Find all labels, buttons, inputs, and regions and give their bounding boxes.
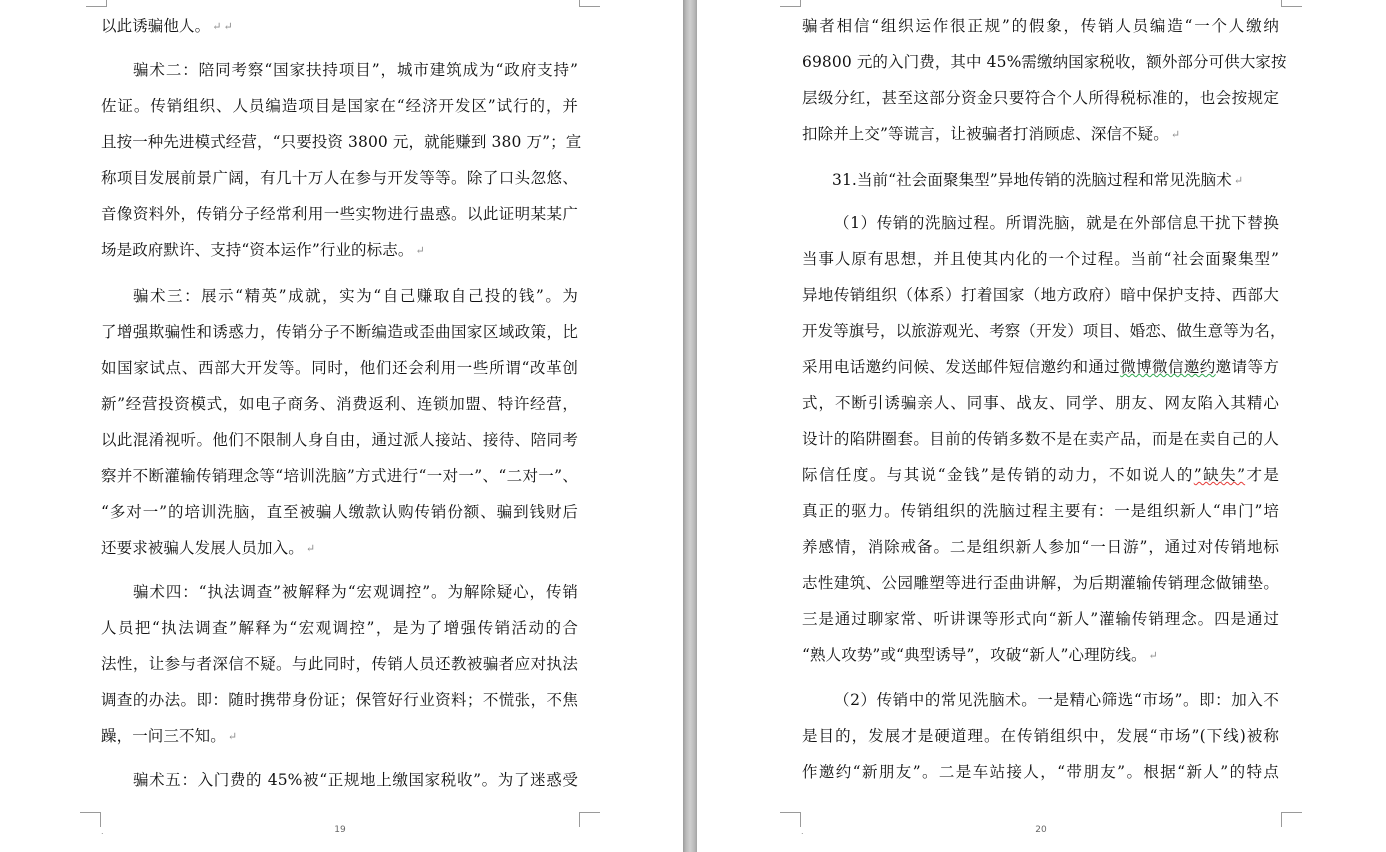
- paragraph: [802, 16, 1287, 160]
- paragraph: [802, 213, 1286, 681]
- text-line: 骗术五：入门费的 45%被“正规地上缴国家税收”。为了迷惑受: [133, 771, 578, 789]
- text-line: 真正的驱力。传销组织的洗脑过程主要有：一是组织新人“串门”培: [802, 502, 1279, 520]
- text-line: 采用电话邀约问候、发送邮件短信邀约和通过微博微信邀约邀请等方: [802, 358, 1279, 376]
- paragraph: [101, 60, 582, 276]
- paragraph-mark-icon: ↵: [1170, 128, 1181, 141]
- text-line: 层级分红，甚至这部分资金只要符合个人所得税标准的，也会按规定: [802, 89, 1279, 107]
- margin-corner-mark: [780, 812, 801, 827]
- text-line: 骗术二：陪同考察“国家扶持项目”，城市建筑成为“政府支持”: [133, 61, 578, 79]
- paragraph-mark-icon: ↵: [227, 730, 238, 743]
- paragraph-mark-icon: ↵: [212, 20, 222, 33]
- text-line: 作邀约“新朋友”。二是车站接人，“带朋友”。根据“新人”的特点: [802, 763, 1279, 781]
- text-line: 新”经营投资模式，如电子商务、消费返利、连锁加盟、特许经营，: [101, 395, 578, 413]
- margin-corner-mark: [780, 0, 801, 7]
- document-page-left: [0, 0, 683, 852]
- footer-paragraph-mark: .: [801, 827, 804, 836]
- paragraph: [802, 170, 1279, 206]
- text-line: “多对一”的培训洗脑，直至被骗人缴款认购传销份额、骗到钱财后: [101, 503, 578, 521]
- paragraph: [101, 582, 578, 762]
- spellcheck-underline: ”缺失”: [1193, 466, 1246, 484]
- paragraph-mark-icon: ↵: [415, 244, 425, 257]
- text-line: 际信任度。与其说“金钱”是传销的动力，不如说人的”缺失”才是: [802, 466, 1280, 484]
- text-line: 异地传销组织（体系）打着国家（地方政府）暗中保护支持、西部大: [802, 286, 1279, 304]
- text-line: 法性，让参与者深信不疑。与此同时，传销人员还教被骗者应对执法: [101, 655, 578, 673]
- text-line: 是目的，发展才是硬道理。在传销组织中，发展“市场”(下线)被称: [802, 727, 1279, 745]
- text-line: “熟人攻势”或“典型诱导”，攻破“新人”心理防线。 ↵: [802, 646, 1158, 664]
- text-line: （2）传销中的常见洗脑术。一是精心筛选“市场”。即：加入不: [834, 691, 1279, 709]
- text-line: 骗术三：展示“精英”成就，实为“自己赚取自己投的钱”。为: [133, 287, 578, 305]
- text-line: 佐证。传销组织、人员编造项目是国家在“经济开发区”试行的，并: [101, 97, 578, 115]
- paragraph-mark-icon: ↵: [1233, 174, 1244, 187]
- text-line: 如国家试点、西部大开发等。同时，他们还会利用一些所谓“改革创: [101, 359, 578, 377]
- text-line: 躁，一问三不知。 ↵: [101, 727, 238, 745]
- text-line: （1）传销的洗脑过程。所谓洗脑，就是在外部信息干扰下替换: [834, 214, 1279, 232]
- margin-corner-mark: [1281, 0, 1302, 7]
- paragraph: [802, 690, 1279, 798]
- text-line: 场是政府默许、支持“资本运作”行业的标志。 ↵: [101, 241, 425, 259]
- margin-corner-mark: [86, 0, 107, 7]
- text-line: 还要求被骗人发展人员加入。 ↵: [101, 539, 316, 557]
- text-line: 调查的办法。即：随时携带身份证；保管好行业资料；不慌张，不焦: [101, 691, 578, 709]
- text-line: 式，不断引诱骗亲人、同事、战友、同学、朋友、网友陷入其精心: [802, 394, 1279, 412]
- page-separator-gutter: [683, 0, 697, 852]
- text-line: 开发等旗号，以旅游观光、考察（开发）项目、婚恋、做生意等为名，: [802, 322, 1286, 340]
- text-line: 骗者相信“组织运作很正规”的假象，传销人员编造“一个人缴纳: [802, 17, 1279, 35]
- margin-corner-mark: [1281, 812, 1302, 827]
- text-line: 骗术四：“执法调查”被解释为“宏观调控”。为解除疑心，传销: [133, 583, 578, 601]
- paragraph-mark-icon: ↵: [1148, 649, 1158, 662]
- paragraph-mark-icon: ↵: [305, 542, 316, 555]
- paragraph: [101, 286, 578, 574]
- text-line: 设计的陷阱圈套。目前的传销多数不是在卖产品，而是在卖自己的人: [802, 430, 1279, 448]
- page-number: 19: [334, 825, 346, 835]
- text-line: 音像资料外，传销分子经常利用一些实物进行蛊惑。以此证明某某广: [101, 205, 578, 223]
- text-line: 养感情，消除戒备。二是组织新人参加“一日游”，通过对传销地标: [802, 538, 1279, 556]
- paragraph-mark-icon: ↵: [223, 20, 233, 33]
- footer-paragraph-mark: .: [101, 827, 104, 836]
- text-line: 察并不断灌输传销理念等“培训洗脑”方式进行“一对一”、“二对一”、: [101, 467, 578, 485]
- document-page-right: [697, 0, 1386, 852]
- text-line: 以此混淆视听。他们不限制人身自由，通过派人接站、接待、陪同考: [101, 431, 578, 449]
- margin-corner-mark: [579, 812, 600, 827]
- text-line: 69800 元的入门费，其中 45%需缴纳国家税收，额外部分可供大家按: [802, 53, 1287, 71]
- paragraph: [101, 770, 578, 806]
- margin-corner-mark: [80, 812, 101, 827]
- text-line: 扣除并上交”等谎言，让被骗者打消顾虑、深信不疑。 ↵: [802, 125, 1181, 143]
- text-line: 志性建筑、公园雕塑等进行歪曲讲解，为后期灌输传销理念做铺垫。: [802, 574, 1279, 592]
- text-line: 了增强欺骗性和诱惑力，传销分子不断编造或歪曲国家区域政策，比: [101, 323, 578, 341]
- text-line: 当事人原有思想，并且使其内化的一个过程。当前“社会面聚集型”: [802, 250, 1279, 268]
- spellcheck-underline: 微博微信邀约: [1120, 358, 1216, 376]
- page-number: 20: [1035, 825, 1047, 835]
- text-line: 人员把“执法调查”解释为“宏观调控”，是为了增强传销活动的合: [101, 619, 578, 637]
- text-line: 三是通过聊家常、听讲课等形式向“新人”灌输传销理念。四是通过: [802, 610, 1279, 628]
- margin-corner-mark: [579, 0, 600, 7]
- text-line: 称项目发展前景广阔，有几十万人在参与开发等等。除了口头忽悠、: [101, 169, 578, 187]
- text-line: 31.当前“社会面聚集型”异地传销的洗脑过程和常见洗脑术 ↵: [832, 171, 1244, 189]
- paragraph: [101, 16, 578, 52]
- text-line: 以此诱骗他人。 ↵ ↵: [101, 17, 233, 35]
- text-line: 且按一种先进模式经营，“只要投资 3800 元，就能赚到 380 万”；宣: [101, 133, 582, 151]
